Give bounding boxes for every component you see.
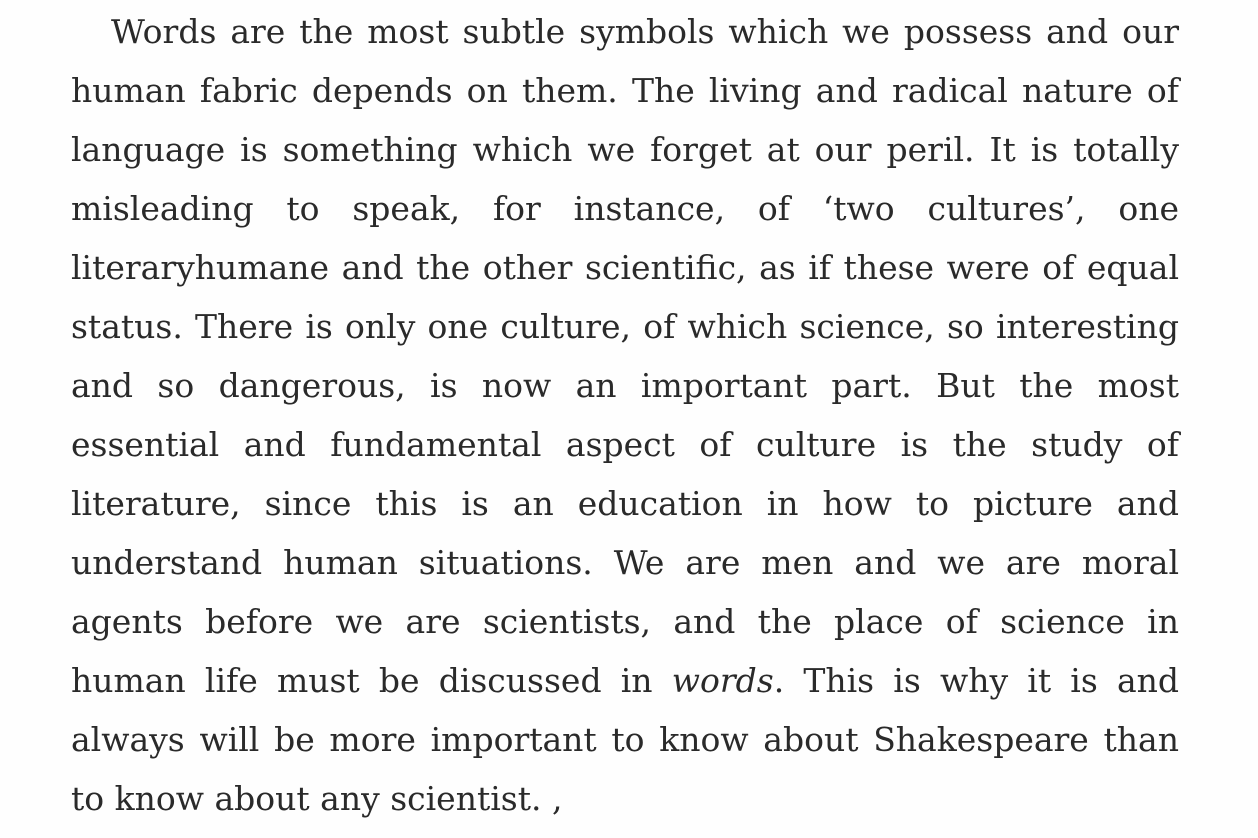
line-12-text-before: human life must be discussed in	[71, 661, 672, 700]
paragraph-line-8: essential and fundamental aspect of culture is the study of	[71, 425, 1179, 464]
paragraph-line-10: understand human situations. We are men and we are moral	[71, 543, 1179, 582]
paragraph	[71, 2, 1179, 828]
paragraph-line-13: always will be more important to know about Shakespeare than	[71, 720, 1179, 759]
paragraph-line-12	[71, 651, 1179, 710]
paragraph-line-3: language is something which we forget at our peril. It is totally	[71, 130, 1179, 169]
paragraph-line-5: literaryhumane and the other scientific, as if these were of equal	[71, 248, 1179, 287]
paragraph-line-7: and so dangerous, is now an important part. But the most	[71, 366, 1179, 405]
paragraph-line-1: Words are the most subtle symbols which we possess and our	[111, 12, 1179, 51]
paragraph-line-14: to know about any scientist. ,	[71, 779, 563, 818]
emphasized-word: words	[671, 661, 774, 700]
paragraph-line-2: human fabric depends on them. The living and radical nature of	[71, 71, 1179, 110]
paragraph-line-11: agents before we are scientists, and the place of science in	[71, 602, 1179, 641]
line-12-text-after: . This is why it is and	[773, 661, 1179, 700]
paragraph-line-4: misleading to speak, for instance, of ‘two cultures’, one	[71, 189, 1179, 228]
paragraph-line-6: status. There is only one culture, of which science, so interesting	[71, 307, 1179, 346]
paragraph-line-9: literature, since this is an education in how to picture and	[71, 484, 1179, 523]
